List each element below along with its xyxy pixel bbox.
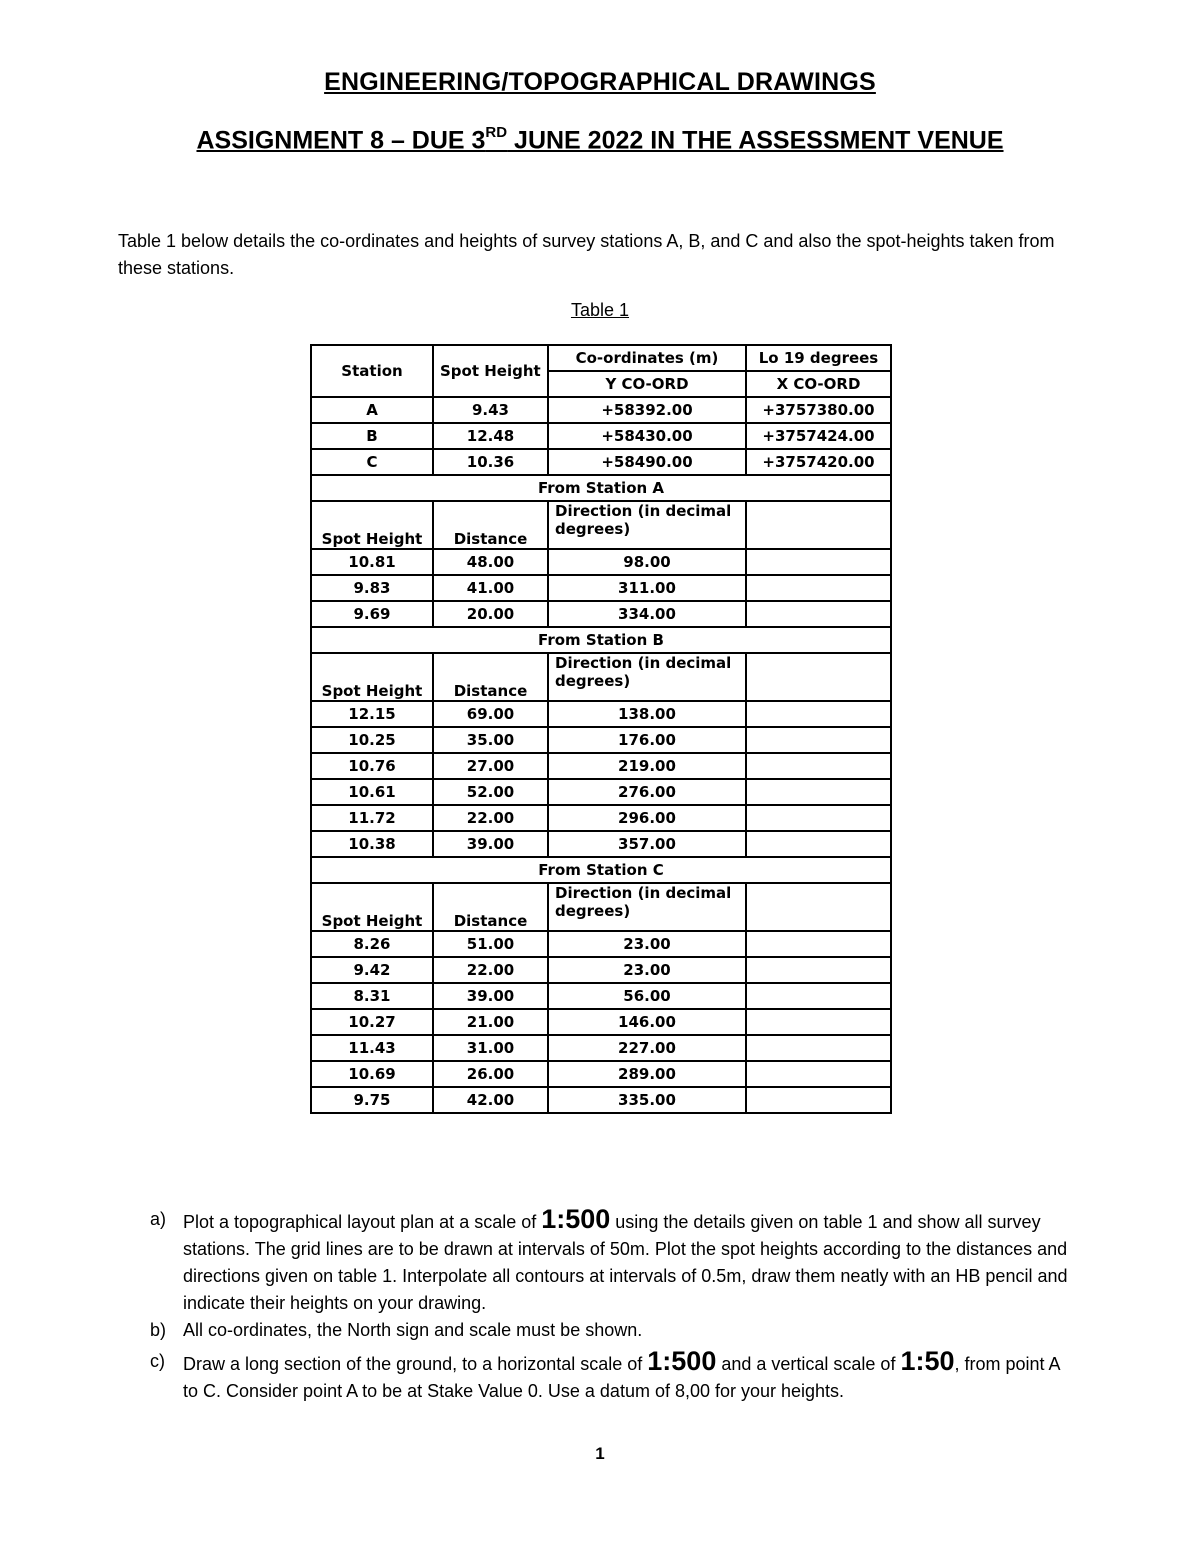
spot-height: 8.31 (311, 983, 433, 1009)
question-a-text-post: using the details given on table 1 and show all survey stations. The grid lines are to be drawn at intervals of 50m. Plot the spot heights according to the distances and directions given on table 1. Interpolate all contours at intervals of 0.5m, draw them neatly with an HB pencil and indicate their heights on your drawing. (183, 1212, 1068, 1313)
assignment-heading (0, 126, 1200, 155)
subheader-direction: Direction (in decimal degrees) (548, 883, 746, 931)
empty-cell (746, 575, 891, 601)
subheader-spot-height: Spot Height (311, 501, 433, 549)
empty-cell (746, 983, 891, 1009)
empty-cell (746, 653, 891, 701)
distance: 35.00 (433, 727, 548, 753)
question-a (150, 1206, 1070, 1317)
document-title: ENGINEERING/TOPOGRAPHICAL DRAWINGS (324, 68, 876, 96)
spot-height-row (311, 1061, 891, 1087)
distance: 69.00 (433, 701, 548, 727)
empty-cell (746, 501, 891, 549)
spot-height: 10.38 (311, 831, 433, 857)
survey-table (310, 344, 892, 1114)
spot-height: 10.25 (311, 727, 433, 753)
station-x-coord: +3757380.00 (746, 397, 891, 423)
vertical-scale-value: 1:50 (900, 1346, 955, 1376)
assignment-heading-part2: JUNE 2022 IN THE ASSESSMENT VENUE (507, 126, 1004, 155)
direction: 227.00 (548, 1035, 746, 1061)
spot-height-row (311, 701, 891, 727)
direction: 146.00 (548, 1009, 746, 1035)
distance: 41.00 (433, 575, 548, 601)
empty-cell (746, 753, 891, 779)
question-text (183, 1206, 1070, 1317)
spot-height-row (311, 805, 891, 831)
empty-cell (746, 727, 891, 753)
section-title: From Station A (311, 475, 891, 501)
spot-height: 10.81 (311, 549, 433, 575)
direction: 23.00 (548, 957, 746, 983)
question-label: c) (150, 1351, 165, 1371)
distance: 22.00 (433, 805, 548, 831)
station-name: B (311, 423, 433, 449)
empty-cell (746, 883, 891, 931)
section-title: From Station B (311, 627, 891, 653)
spot-height-row (311, 753, 891, 779)
spot-height: 11.43 (311, 1035, 433, 1061)
distance: 39.00 (433, 831, 548, 857)
header-station: Station (311, 345, 433, 397)
direction: 335.00 (548, 1087, 746, 1113)
question-c-text-pre: Draw a long section of the ground, to a horizontal scale of (183, 1354, 648, 1374)
question-c-text-post: , from point A to C. Consider point A to be at Stake Value 0. Use a datum of 8,00 for your heights. (183, 1354, 1060, 1401)
direction: 219.00 (548, 753, 746, 779)
header-x-coord: X CO-ORD (746, 371, 891, 397)
station-name: C (311, 449, 433, 475)
spot-height-row (311, 727, 891, 753)
spot-height: 10.76 (311, 753, 433, 779)
subheader-distance: Distance (433, 883, 548, 931)
section-title-row (311, 475, 891, 501)
empty-cell (746, 701, 891, 727)
empty-cell (746, 549, 891, 575)
subheader-direction: Direction (in decimal degrees) (548, 653, 746, 701)
direction: 357.00 (548, 831, 746, 857)
direction: 176.00 (548, 727, 746, 753)
spot-height: 10.69 (311, 1061, 433, 1087)
empty-cell (746, 779, 891, 805)
direction: 334.00 (548, 601, 746, 627)
subheader-spot-height: Spot Height (311, 883, 433, 931)
empty-cell (746, 1087, 891, 1113)
direction: 98.00 (548, 549, 746, 575)
spot-height: 9.83 (311, 575, 433, 601)
direction: 138.00 (548, 701, 746, 727)
direction: 23.00 (548, 931, 746, 957)
distance: 26.00 (433, 1061, 548, 1087)
direction: 276.00 (548, 779, 746, 805)
subheader-spot-height: Spot Height (311, 653, 433, 701)
direction: 56.00 (548, 983, 746, 1009)
distance: 48.00 (433, 549, 548, 575)
question-b (150, 1317, 1070, 1344)
spot-height: 9.42 (311, 957, 433, 983)
spot-height-row (311, 1009, 891, 1035)
spot-height-row (311, 779, 891, 805)
distance: 52.00 (433, 779, 548, 805)
distance: 51.00 (433, 931, 548, 957)
section-header-row (311, 501, 891, 549)
header-y-coord: Y CO-ORD (548, 371, 746, 397)
assignment-heading-part1: ASSIGNMENT 8 – DUE 3 (196, 126, 486, 155)
empty-cell (746, 601, 891, 627)
section-title-row (311, 627, 891, 653)
page-number: 1 (595, 1444, 605, 1463)
station-height: 10.36 (433, 449, 548, 475)
section-header-row (311, 653, 891, 701)
spot-height: 10.27 (311, 1009, 433, 1035)
question-label: b) (150, 1320, 167, 1340)
spot-height: 8.26 (311, 931, 433, 957)
spot-height-row (311, 1087, 891, 1113)
distance: 31.00 (433, 1035, 548, 1061)
distance: 27.00 (433, 753, 548, 779)
section-title-row (311, 857, 891, 883)
distance: 22.00 (433, 957, 548, 983)
station-row (311, 449, 891, 475)
empty-cell (746, 1035, 891, 1061)
empty-cell (746, 931, 891, 957)
spot-height-row (311, 549, 891, 575)
direction: 311.00 (548, 575, 746, 601)
horizontal-scale-value: 1:500 (647, 1346, 717, 1376)
station-row (311, 423, 891, 449)
subheader-distance: Distance (433, 653, 548, 701)
empty-cell (746, 831, 891, 857)
header-coordinates: Co-ordinates (m) (548, 345, 746, 371)
subheader-distance: Distance (433, 501, 548, 549)
spot-height-row (311, 601, 891, 627)
station-height: 12.48 (433, 423, 548, 449)
section-title: From Station C (311, 857, 891, 883)
spot-height-row (311, 957, 891, 983)
empty-cell (746, 1061, 891, 1087)
spot-height-row (311, 983, 891, 1009)
scale-value: 1:500 (541, 1204, 611, 1234)
intro-paragraph: Table 1 below details the co-ordinates and heights of survey stations A, B, and C and also the spot-heights taken from these stations. (118, 231, 1055, 278)
distance: 21.00 (433, 1009, 548, 1035)
spot-height: 10.61 (311, 779, 433, 805)
section-header-row (311, 883, 891, 931)
station-x-coord: +3757424.00 (746, 423, 891, 449)
station-y-coord: +58490.00 (548, 449, 746, 475)
station-height: 9.43 (433, 397, 548, 423)
question-text (183, 1348, 1070, 1405)
empty-cell (746, 957, 891, 983)
station-y-coord: +58392.00 (548, 397, 746, 423)
table-caption: Table 1 (570, 300, 630, 320)
station-name: A (311, 397, 433, 423)
station-y-coord: +58430.00 (548, 423, 746, 449)
spot-height-row (311, 831, 891, 857)
distance: 39.00 (433, 983, 548, 1009)
spot-height-row (311, 1035, 891, 1061)
question-text: All co-ordinates, the North sign and scale must be shown. (183, 1320, 643, 1340)
station-x-coord: +3757420.00 (746, 449, 891, 475)
empty-cell (746, 1009, 891, 1035)
header-lo: Lo 19 degrees (746, 345, 891, 371)
spot-height-row (311, 575, 891, 601)
question-label: a) (150, 1209, 167, 1229)
direction: 296.00 (548, 805, 746, 831)
subheader-direction: Direction (in decimal degrees) (548, 501, 746, 549)
distance: 42.00 (433, 1087, 548, 1113)
ordinal-suffix: RD (485, 124, 508, 141)
direction: 289.00 (548, 1061, 746, 1087)
spot-height: 9.69 (311, 601, 433, 627)
spot-height: 9.75 (311, 1087, 433, 1113)
spot-height: 11.72 (311, 805, 433, 831)
empty-cell (746, 805, 891, 831)
question-c (150, 1348, 1070, 1405)
distance: 20.00 (433, 601, 548, 627)
spot-height: 12.15 (311, 701, 433, 727)
question-c-text-mid: and a vertical scale of (716, 1354, 901, 1374)
question-a-text-pre: Plot a topographical layout plan at a scale of (183, 1212, 542, 1232)
spot-height-row (311, 931, 891, 957)
questions-list (150, 1206, 1070, 1405)
table-header-row (311, 345, 891, 371)
header-spot-height: Spot Height (433, 345, 548, 397)
station-row (311, 397, 891, 423)
